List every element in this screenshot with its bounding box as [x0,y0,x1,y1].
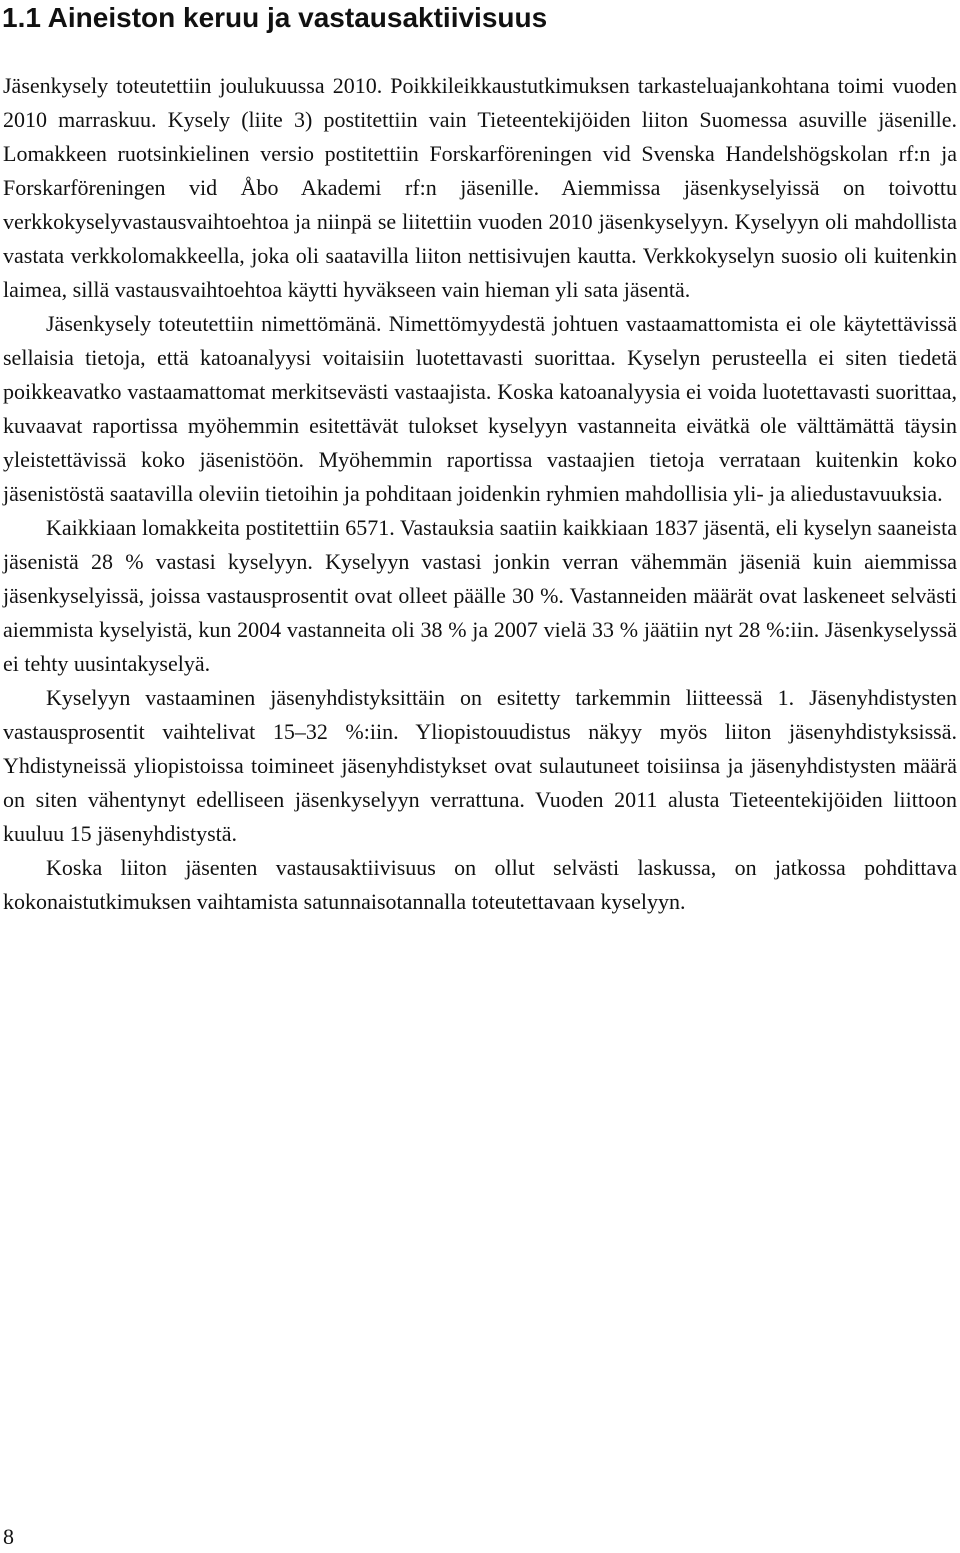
paragraph-member-associations: Kyselyyn vastaaminen jäsenyhdistyksittäin on esitetty tarkemmin liitteessä 1. Jäsenyhdistysten vastausprosentit vaihtelivat 15–32 %:iin. Yliopistouudistus näkyy myös liiton jäsenyhdistyksissä. Yhdistyneissä yliopistoissa toimineet jäsenyhdistykset ovat sulautuneet toisiinsa ja jäsenyhdistysten määrä on siten vähentynyt edelliseen jäsenkyselyyn verrattuna. Vuoden 2011 alusta Tieteentekijöiden liittoon kuuluu 15 jäsenyhdistystä. [3,685,957,846]
paragraph-future-sampling: Koska liiton jäsenten vastausaktiivisuus on ollut selvästi laskussa, on jatkossa pohdittava kokonaistutkimuksen vaihtamista satunnaisotannalla toteutettavaan kyselyyn. [3,855,957,914]
paragraph-response-rate: Kaikkiaan lomakkeita postitettiin 6571. Vastauksia saatiin kaikkiaan 1837 jäsentä, eli kyselyn saaneista jäsenistä 28 % vastasi kyselyyn. Kyselyyn vastasi jonkin verran vähemmän jäseniä kuin aiemmissa jäsenkyselyissä, joissa vastausprosentit ovat olleet päälle 30 %. Vastanneiden määrät ovat laskeneet selvästi aiemmista kyselyistä, kun 2004 vastanneita oli 38 % ja 2007 vielä 33 % jäätiin nyt 28 %:iin. Jäsenkyselyssä ei tehty uusintakyselyä. [3,515,957,676]
page-number: 8 [3,1524,14,1549]
body-text [3,69,957,919]
paragraph-anonymity: Jäsenkysely toteutettiin nimettömänä. Nimettömyydestä johtuen vastaamattomista ei ole käytettävissä sellaisia tietoja, että katoanalyysi voitaisiin luotettavasti suorittaa. Kyselyn perusteella ei siten tiedetä poikkeavatko vastaamattomat merkitsevästi vastaajista. Koska katoanalyysia ei voida luotettavasti suorittaa, kuvaavat raportissa myöhemmin esitettävät tulokset kyselyyn vastanneita eivätkä ole välttämättä täysin yleistettävissä koko jäsenistöön. Myöhemmin raportissa vastaajien tietoja verrataan kuitenkin koko jäsenistöstä saatavilla oleviin tietoihin ja pohditaan joidenkin ryhmien mahdollisia yli- ja aliedustavuuksia. [3,311,957,506]
paragraph-data-collection: Jäsenkysely toteutettiin joulukuussa 2010. Poikkileikkaustutkimuksen tarkasteluajankohtana toimi vuoden 2010 marraskuu. Kysely (liite 3) postitettiin vain Tieteentekijöiden liiton Suomessa asuville jäsenille. Lomakkeen ruotsinkielinen versio postitettiin Forskarföreningen vid Svenska Handelshögskolan rf:n ja Forskarföreningen vid Åbo Akademi rf:n jäsenille. Aiemmissa jäsenkyselyissä on toivottu verkkokyselyvastausvaihtoehtoa ja niinpä se liitettiin vuoden 2010 jäsenkyselyyn. Kyselyyn oli mahdollista vastata verkkolomakkeella, joka oli saatavilla liiton nettisivujen kautta. Verkkokyselyn suosio oli kuitenkin laimea, sillä vastausvaihtoehtoa käytti hyväkseen vain hieman yli sata jäsentä. [3,73,957,302]
section-heading: 1.1 Aineiston keruu ja vastausaktiivisuus [2,2,548,33]
